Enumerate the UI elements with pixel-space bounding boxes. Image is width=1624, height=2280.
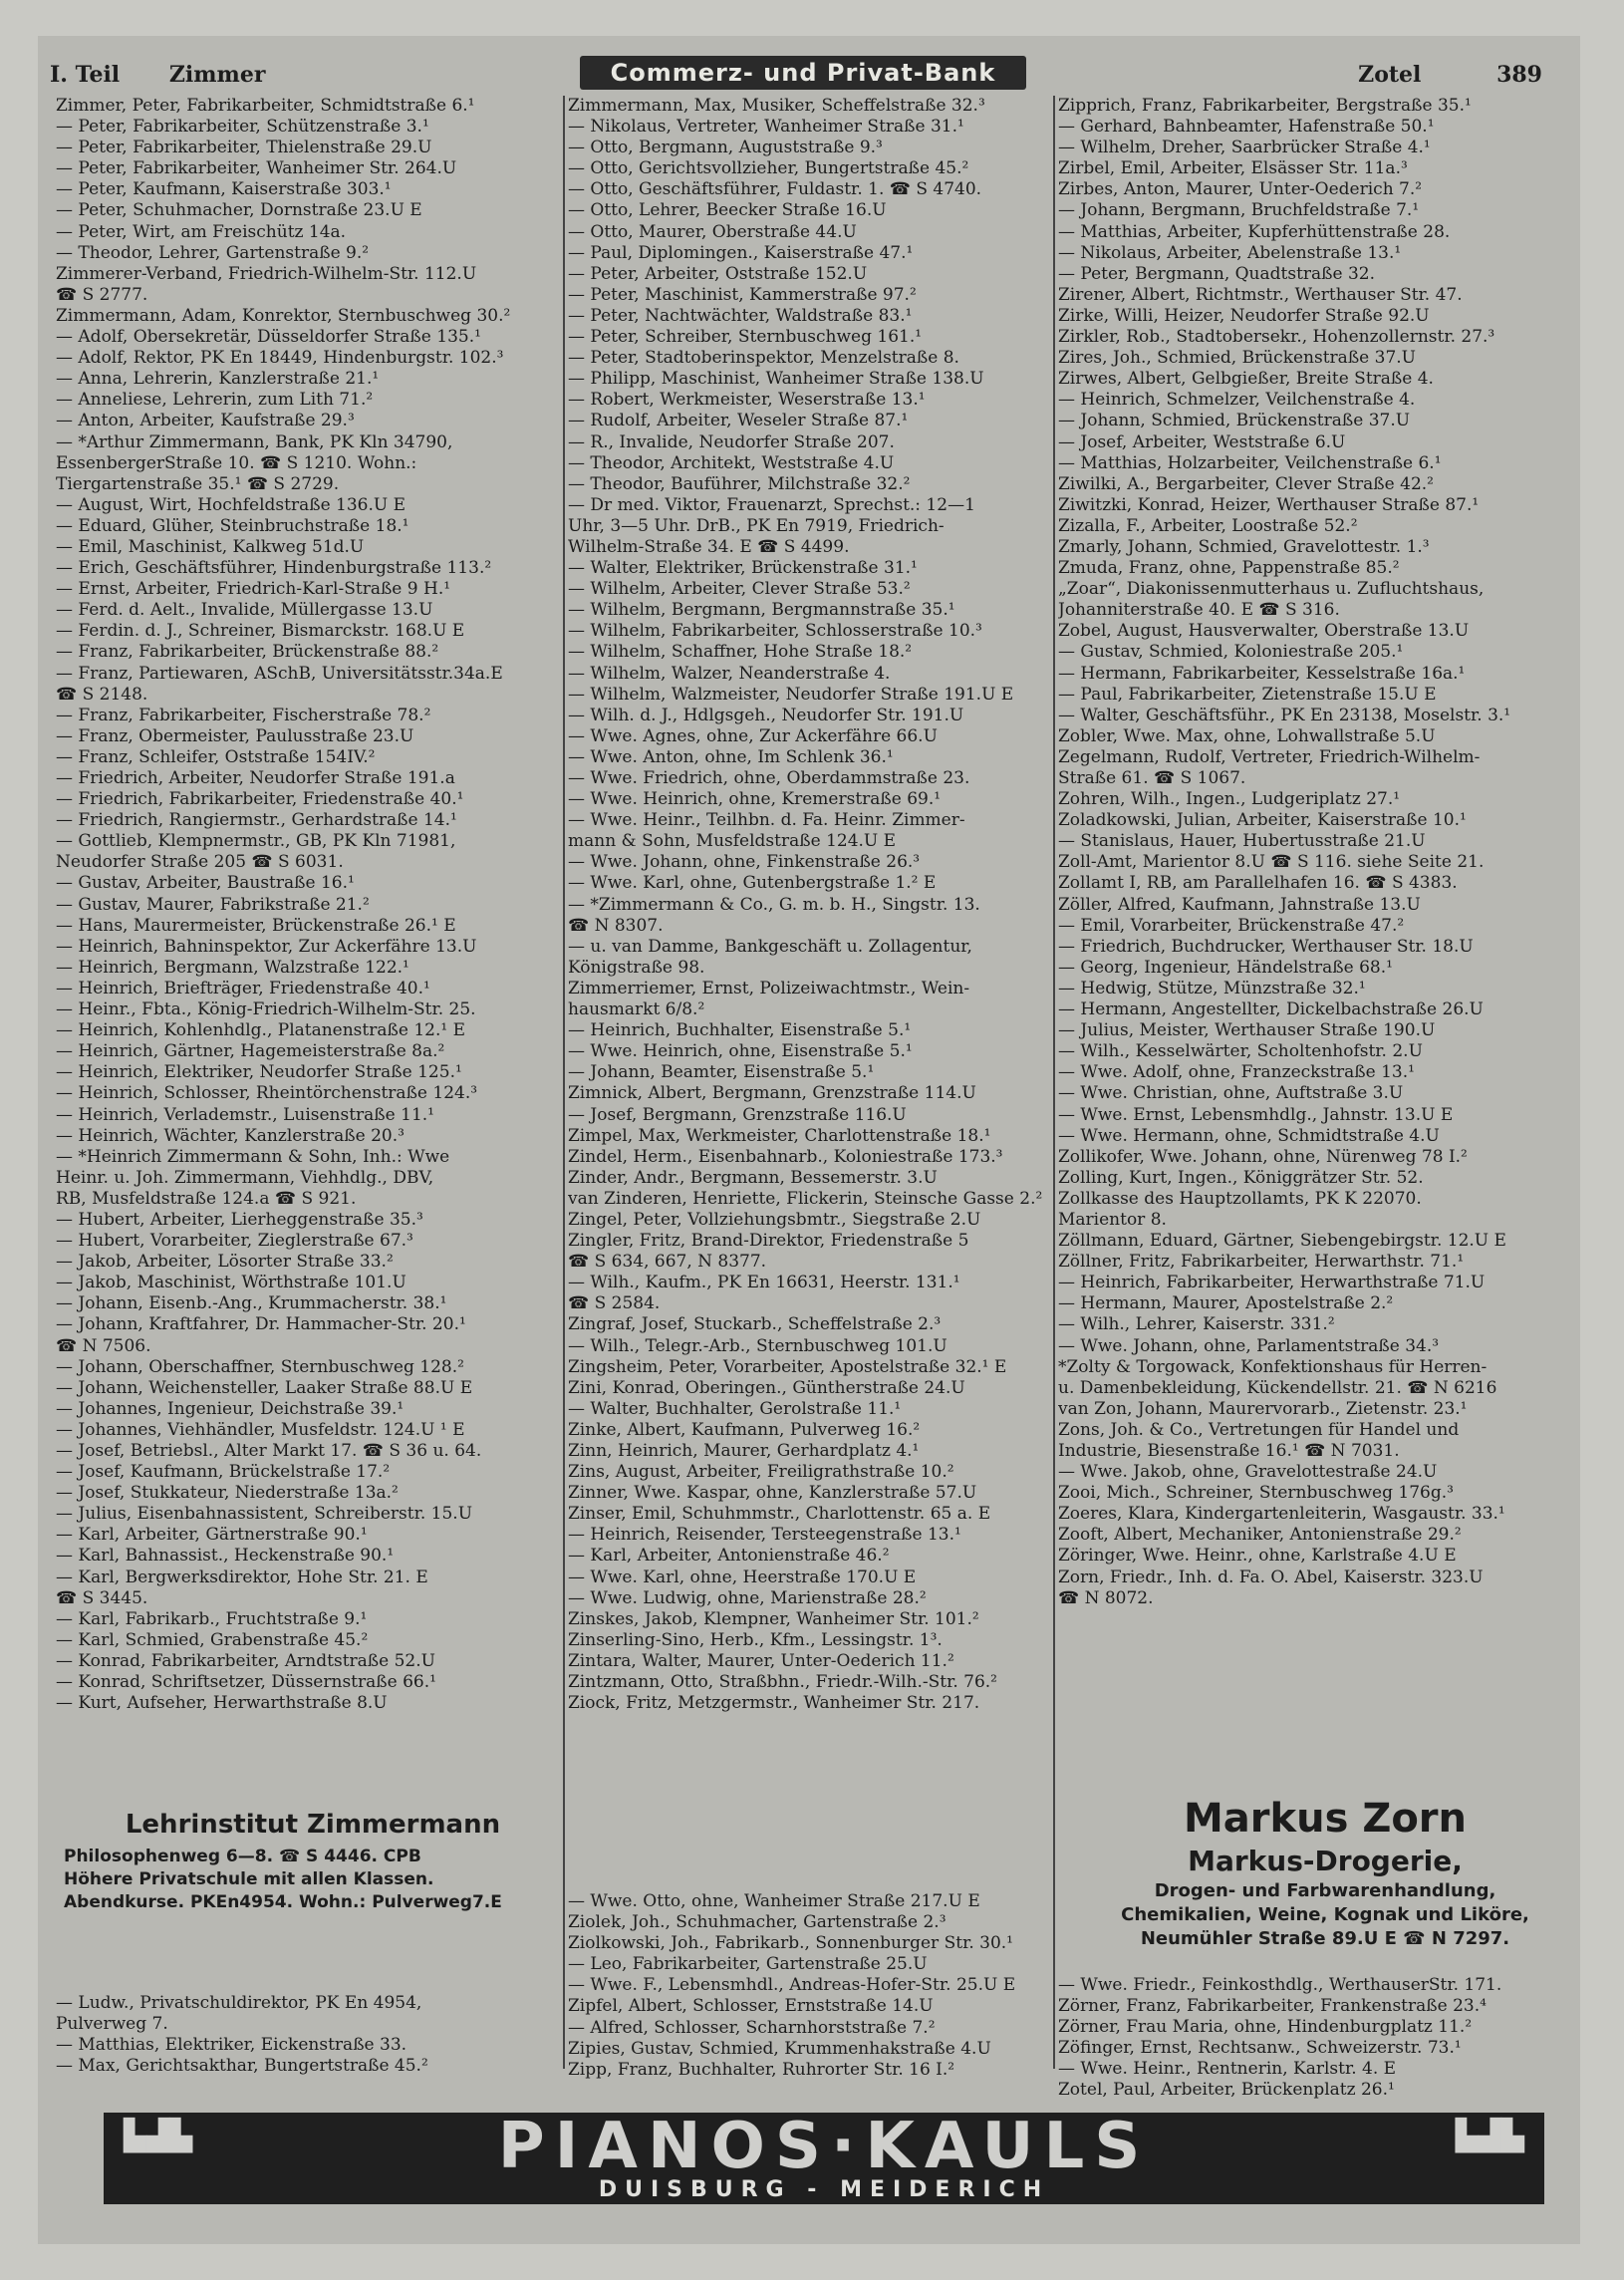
directory-entry: — Johannes, Ingenieur, Deichstraße 39.¹ — [56, 1398, 405, 1419]
directory-entry: — Wilh., Telegr.-Arb., Sternbuschweg 101.U — [568, 1335, 947, 1356]
directory-entry: — Gottlieb, Klempnermstr., GB, PK Kln 71981, — [56, 831, 456, 852]
directory-entry: Zinskes, Jakob, Klempner, Wanheimer Str. 101.² — [568, 1608, 979, 1629]
directory-entry: Zimmerer-Verband, Friedrich-Wilhelm-Str. 112.U — [56, 263, 477, 284]
directory-entry: — Hermann, Maurer, Apostelstraße 2.² — [1058, 1293, 1394, 1314]
directory-entry: — Friedrich, Arbeiter, Neudorfer Straße 191.a — [56, 768, 455, 788]
directory-entry: — Wilhelm, Fabrikarbeiter, Schlosserstraße 10.³ — [568, 621, 982, 642]
directory-entry: — Anton, Arbeiter, Kaufstraße 29.³ — [56, 411, 355, 431]
directory-entry: Königstraße 98. — [568, 957, 705, 978]
directory-entry: Zipprich, Franz, Fabrikarbeiter, Bergstraße 35.¹ — [1058, 96, 1472, 116]
directory-entry: ☎ S 2777. — [56, 284, 148, 305]
directory-entry: — August, Wirt, Hochfeldstraße 136.U E — [56, 494, 406, 515]
page-number: 389 — [1496, 62, 1542, 88]
directory-entry: — Wilh. d. J., Hdlgsgeh., Neudorfer Str. 191.U — [568, 705, 964, 725]
directory-entry: — Otto, Lehrer, Beecker Straße 16.U — [568, 200, 887, 221]
directory-entry: — Wilhelm, Arbeiter, Clever Straße 53.² — [568, 579, 911, 600]
footer-title: PIANOS·KAULS — [497, 2110, 1151, 2183]
directory-entry: — Heinrich, Verlademstr., Luisenstraße 11.¹ — [56, 1104, 434, 1125]
directory-entry: — Karl, Arbeiter, Gärtnerstraße 90.¹ — [56, 1525, 368, 1546]
piano-icon: ▙▟▙ — [124, 2119, 193, 2153]
zorn-line-1: Drogen- und Farbwarenhandlung, — [1154, 1880, 1496, 1901]
zorn-line-2: Chemikalien, Weine, Kognak und Liköre, — [1121, 1904, 1529, 1925]
directory-entry: hausmarkt 6/8.² — [568, 999, 705, 1020]
directory-entry: ☎ S 634, 667, N 8377. — [568, 1252, 767, 1273]
directory-entry: — Ernst, Arbeiter, Friedrich-Karl-Straße 9 H.¹ — [56, 579, 451, 600]
directory-column-3 — [1058, 96, 1574, 1609]
directory-entry: — Hermann, Fabrikarbeiter, Kesselstraße 16a.¹ — [1058, 663, 1466, 684]
directory-entry: — Paul, Diplomingen., Kaiserstraße 47.¹ — [568, 242, 914, 263]
directory-entry: — Wwe. Karl, ohne, Heerstraße 170.U E — [568, 1567, 917, 1587]
directory-entry: — Nikolaus, Vertreter, Wanheimer Straße 31.¹ — [568, 117, 964, 138]
directory-entry: — Walter, Buchhalter, Gerolstraße 11.¹ — [568, 1398, 902, 1419]
directory-entry: — Franz, Partiewaren, ASchB, Universitätsstr.34a.E — [56, 663, 503, 684]
directory-entry: Zobel, August, Hausverwalter, Oberstraße 13.U — [1058, 621, 1470, 642]
directory-entry: Zinserling-Sino, Herb., Kfm., Lessingstr. 1³. — [568, 1629, 943, 1650]
directory-entry: Zimmermann, Adam, Konrektor, Sternbuschweg 30.² — [56, 305, 511, 326]
directory-entry: — Karl, Schmied, Grabenstraße 45.² — [56, 1629, 369, 1650]
directory-entry: Zöringer, Wwe. Heinr., ohne, Karlstraße 4.U E — [1058, 1546, 1457, 1567]
left-keyword: Zimmer — [168, 62, 266, 88]
directory-entry: ☎ N 7506. — [56, 1335, 151, 1356]
directory-entry: — Hubert, Vorarbeiter, Zieglerstraße 67.³ — [56, 1231, 413, 1252]
directory-entry: u. Damenbekleidung, Kückendellstr. 21. ☎ N 6216 — [1058, 1377, 1497, 1398]
directory-entry: Zirke, Willi, Heizer, Neudorfer Straße 92.U — [1058, 305, 1430, 326]
directory-entry: — Wwe. Johann, ohne, Parlamentstraße 34.³ — [1058, 1335, 1440, 1356]
directory-entry: — Heinrich, Schmelzer, Veilchenstraße 4. — [1058, 390, 1416, 411]
directory-entry: — Franz, Fabrikarbeiter, Brückenstraße 88.² — [56, 642, 439, 663]
directory-entry: — Wwe. Friedr., Feinkosthdlg., WerthauserStr. 171. — [1058, 1975, 1502, 1995]
directory-entry: — Peter, Fabrikarbeiter, Thielenstraße 29.U — [56, 138, 432, 158]
directory-entry: — Max, Gerichtsakthar, Bungertstraße 45.² — [56, 2056, 428, 2077]
directory-entry: Zohren, Wilh., Ingen., Ludgeriplatz 27.¹ — [1058, 789, 1401, 810]
directory-entry: — Wilh., Lehrer, Kaiserstr. 331.² — [1058, 1314, 1335, 1335]
directory-entry: Zörner, Frau Maria, ohne, Hindenburgplatz 11.² — [1058, 2017, 1473, 2038]
directory-entry: — Hubert, Arbeiter, Lierheggenstraße 35.³ — [56, 1209, 423, 1230]
directory-entry: — Josef, Stukkateur, Niederstraße 13a.² — [56, 1483, 399, 1504]
directory-entry: Zimmerriemer, Ernst, Polizeiwachtmstr., Wein- — [568, 978, 970, 998]
directory-entry: Zintara, Walter, Maurer, Unter-Oederich 11.² — [568, 1650, 954, 1671]
directory-entry: ☎ S 3445. — [56, 1587, 148, 1608]
directory-entry: Wilhelm-Straße 34. E ☎ S 4499. — [568, 536, 850, 557]
directory-entry: — Heinrich, Elektriker, Neudorfer Straße 125.¹ — [56, 1062, 462, 1083]
directory-entry: ☎ S 2584. — [568, 1293, 661, 1314]
directory-entry: — Emil, Vorarbeiter, Brückenstraße 47.² — [1058, 915, 1405, 936]
directory-entry: — Karl, Fabrikarb., Fruchtstraße 9.¹ — [56, 1608, 368, 1629]
directory-entry: — Wilh., Kesselwärter, Scholtenhofstr. 2.U — [1058, 1041, 1423, 1062]
directory-entry: — Gustav, Maurer, Fabrikstraße 21.² — [56, 894, 370, 915]
pianos-kauls-advertisement — [104, 2110, 1544, 2204]
directory-entry: — Heinr., Fbta., König-Friedrich-Wilhelm-Str. 25. — [56, 999, 476, 1020]
directory-entry: Zmuda, Franz, ohne, Pappenstraße 85.² — [1058, 558, 1400, 579]
directory-entry: — Friedrich, Fabrikarbeiter, Friedenstraße 40.¹ — [56, 789, 464, 810]
directory-entry: — Matthias, Arbeiter, Kupferhüttenstraße 28. — [1058, 221, 1451, 242]
directory-entry: ☎ N 8307. — [568, 915, 664, 936]
directory-entry: — Peter, Stadtoberinspektor, Menzelstraße 8. — [568, 348, 959, 369]
directory-entry: Ziolek, Joh., Schuhmacher, Gartenstraße 2.³ — [568, 1912, 947, 1933]
directory-entry: Zirkler, Rob., Stadtobersekr., Hohenzollernstr. 27.³ — [1058, 327, 1495, 348]
directory-entry: — Wwe. Christian, ohne, Auftstraße 3.U — [1058, 1083, 1404, 1104]
directory-entry: mann & Sohn, Musfeldstraße 124.U E — [568, 831, 897, 852]
directory-entry: — Konrad, Fabrikarbeiter, Arndtstraße 52.U — [56, 1650, 435, 1671]
directory-entry: Zotel, Paul, Arbeiter, Brückenplatz 26.¹ — [1058, 2080, 1395, 2101]
directory-entry: — Wwe. Otto, ohne, Wanheimer Straße 217.U E — [568, 1891, 980, 1911]
directory-entry: Industrie, Biesenstraße 16.¹ ☎ N 7031. — [1058, 1441, 1400, 1461]
directory-entry: — Georg, Ingenieur, Händelstraße 68.¹ — [1058, 957, 1393, 978]
directory-entry: Zizalla, F., Arbeiter, Loostraße 52.² — [1058, 515, 1358, 536]
directory-entry: — Wwe. Johann, ohne, Finkenstraße 26.³ — [568, 852, 921, 873]
directory-entry: — Franz, Schleifer, Oststraße 154IV.² — [56, 746, 376, 767]
directory-entry: Zöller, Alfred, Kaufmann, Jahnstraße 13.U — [1058, 894, 1421, 915]
directory-entry: Zirbes, Anton, Maurer, Unter-Oederich 7.² — [1058, 179, 1423, 200]
bank-banner: Commerz- und Privat-Bank — [580, 56, 1026, 90]
directory-entry: — Peter, Fabrikarbeiter, Wanheimer Str. 264.U — [56, 158, 457, 179]
directory-entry: — Wwe. Heinrich, ohne, Eisenstraße 5.¹ — [568, 1041, 913, 1062]
directory-entry: Zins, August, Arbeiter, Freiligrathstraße 10.² — [568, 1462, 954, 1483]
directory-entry: — Matthias, Elektriker, Eickenstraße 33. — [56, 2035, 407, 2056]
directory-entry: Zirener, Albert, Richtmstr., Werthauser Str. 47. — [1058, 284, 1463, 305]
directory-entry: — Heinrich, Gärtner, Hagemeisterstraße 8a.² — [56, 1041, 445, 1062]
directory-entry: — Wwe. Agnes, ohne, Zur Ackerfähre 66.U — [568, 725, 938, 746]
directory-entry: — Josef, Arbeiter, Weststraße 6.U — [1058, 431, 1346, 452]
directory-entry: Ziolkowski, Joh., Fabrikarb., Sonnenburger Str. 30.¹ — [568, 1933, 1013, 1954]
directory-entry: — Anna, Lehrerin, Kanzlerstraße 21.¹ — [56, 369, 380, 390]
directory-entry: — Theodor, Bauführer, Milchstraße 32.² — [568, 473, 911, 494]
directory-entry: — *Arthur Zimmermann, Bank, PK Kln 34790, — [56, 431, 453, 452]
directory-entry: — Karl, Bahnassist., Heckenstraße 90.¹ — [56, 1546, 395, 1567]
directory-entry: Zorn, Friedr., Inh. d. Fa. O. Abel, Kaiserstr. 323.U — [1058, 1567, 1484, 1587]
directory-entry: Zingel, Peter, Vollziehungsbmtr., Siegstraße 2.U — [568, 1209, 981, 1230]
directory-entry: — Gustav, Schmied, Koloniestraße 205.¹ — [1058, 642, 1404, 663]
directory-entry: Heinr. u. Joh. Zimmermann, Viehhdlg., DBV, — [56, 1167, 434, 1188]
directory-entry: Straße 61. ☎ S 1067. — [1058, 768, 1246, 788]
directory-entry: — Friedrich, Rangiermstr., Gerhardstraße 14.¹ — [56, 810, 457, 831]
directory-entry: Ziwitzki, Konrad, Heizer, Werthauser Straße 87.¹ — [1058, 494, 1480, 515]
directory-entry: — Peter, Fabrikarbeiter, Schützenstraße 3.¹ — [56, 117, 429, 138]
zorn-line-3: Neumühler Straße 89.U E ☎ N 7297. — [1140, 1928, 1510, 1949]
directory-entry: — Jakob, Maschinist, Wörthstraße 101.U — [56, 1273, 406, 1293]
directory-entry: — Peter, Schuhmacher, Dornstraße 23.U E — [56, 200, 422, 221]
directory-entry: — Peter, Schreiber, Sternbuschweg 161.¹ — [568, 327, 923, 348]
directory-entry: — *Zimmermann & Co., G. m. b. H., Singstr. 13. — [568, 894, 980, 915]
directory-entry: — Josef, Betriebsl., Alter Markt 17. ☎ S 36 u. 64. — [56, 1441, 482, 1461]
directory-entry: — Johann, Beamter, Eisenstraße 5.¹ — [568, 1062, 875, 1083]
directory-entry: Zingsheim, Peter, Vorarbeiter, Apostelstraße 32.¹ E — [568, 1356, 1007, 1377]
directory-entry: — Ferd. d. Aelt., Invalide, Müllergasse 13.U — [56, 600, 433, 621]
directory-entry: Zinn, Heinrich, Maurer, Gerhardplatz 4.¹ — [568, 1441, 920, 1461]
lehrinstitut-school: Höhere Privatschule mit allen Klassen. — [64, 1869, 434, 1889]
directory-entry: — Wilhelm, Schaffner, Hohe Straße 18.² — [568, 642, 913, 663]
directory-entry: Zons, Joh. & Co., Vertretungen für Handel und — [1058, 1419, 1460, 1440]
directory-entry: — Wwe. Heinr., Teilhbn. d. Fa. Heinr. Zimmer- — [568, 810, 965, 831]
directory-entry: — Wwe. Hermann, ohne, Schmidtstraße 4.U — [1058, 1125, 1440, 1146]
zorn-shop: Markus-Drogerie, — [1188, 1845, 1463, 1877]
directory-entry: — Wwe. Anton, ohne, Im Schlenk 36.¹ — [568, 746, 894, 767]
directory-entry: — Otto, Geschäftsführer, Fuldastr. 1. ☎ S 4740. — [568, 179, 982, 200]
directory-entry: — Johann, Schmied, Brückenstraße 37.U — [1058, 411, 1411, 431]
directory-entry: *Zolty & Torgowack, Konfektionshaus für Herren- — [1058, 1356, 1488, 1377]
directory-entry: — Emil, Maschinist, Kalkweg 51d.U — [56, 536, 365, 557]
directory-entry: — Johann, Kraftfahrer, Dr. Hammacher-Str. 20.¹ — [56, 1314, 466, 1335]
footer-city: DUISBURG - MEIDERICH — [598, 2177, 1050, 2202]
directory-entry: — Kurt, Aufseher, Herwarthstraße 8.U — [56, 1693, 388, 1714]
directory-entry: — Anneliese, Lehrerin, zum Lith 71.² — [56, 390, 374, 411]
directory-entry: — Matthias, Holzarbeiter, Veilchenstraße 6.¹ — [1058, 452, 1442, 473]
directory-entry: — Heinrich, Reisender, Tersteegenstraße 13.¹ — [568, 1525, 961, 1546]
directory-entry: Zinser, Emil, Schuhmmstr., Charlottenstr. 65 a. E — [568, 1504, 991, 1525]
directory-entry: — Leo, Fabrikarbeiter, Gartenstraße 25.U — [568, 1954, 928, 1975]
directory-entry: EssenbergerStraße 10. ☎ S 1210. Wohn.: — [56, 452, 417, 473]
directory-entry: Zini, Konrad, Oberingen., Güntherstraße 24.U — [568, 1377, 965, 1398]
lehrinstitut-title: Lehrinstitut Zimmermann — [125, 1810, 501, 1840]
directory-entry: Zoeres, Klara, Kindergartenleiterin, Wasgaustr. 33.¹ — [1058, 1504, 1505, 1525]
directory-entry: — Wwe. Jakob, ohne, Gravelottestraße 24.U — [1058, 1462, 1438, 1483]
directory-entry: Zindel, Herm., Eisenbahnarb., Koloniestraße 173.³ — [568, 1146, 1003, 1167]
directory-column-2 — [568, 96, 1054, 1714]
directory-entry: — Philipp, Maschinist, Wanheimer Straße 138.U — [568, 369, 984, 390]
directory-entry: Zollikofer, Wwe. Johann, ohne, Nürenweg 78 I.² — [1058, 1146, 1468, 1167]
directory-entry: — Otto, Maurer, Oberstraße 44.U — [568, 221, 857, 242]
directory-entry: — Josef, Bergmann, Grenzstraße 116.U — [568, 1104, 907, 1125]
directory-entry: — *Heinrich Zimmermann & Sohn, Inh.: Wwe — [56, 1146, 450, 1167]
directory-entry: Zooi, Mich., Schreiner, Sternbuschweg 176g.³ — [1058, 1483, 1454, 1504]
directory-entry: Zöfinger, Ernst, Rechtsanw., Schweizerstr. 73.¹ — [1058, 2038, 1462, 2059]
directory-entry: — Otto, Gerichtsvollzieher, Bungertstraße 45.² — [568, 158, 969, 179]
directory-entry: — Wwe. F., Lebensmhdl., Andreas-Hofer-Str. 25.U E — [568, 1975, 1016, 1996]
directory-entry: — Erich, Geschäftsführer, Hindenburgstraße 113.² — [56, 558, 492, 579]
directory-entry: Ziwilki, A., Bergarbeiter, Clever Straße 42.² — [1058, 473, 1434, 494]
directory-entry: Zmarly, Johann, Schmied, Gravelottestr. 1.³ — [1058, 536, 1430, 557]
piano-icon: ▙▟▙ — [1455, 2119, 1524, 2153]
directory-entry: — Theodor, Lehrer, Gartenstraße 9.² — [56, 242, 370, 263]
directory-entry: — Adolf, Rektor, PK En 18449, Hindenburgstr. 102.³ — [56, 348, 504, 369]
right-keyword: Zotel — [1358, 62, 1422, 88]
directory-entry: ☎ S 2148. — [56, 684, 148, 705]
directory-entry: Zörner, Franz, Fabrikarbeiter, Frankenstraße 23.⁴ — [1058, 1996, 1487, 2017]
directory-entry: RB, Musfeldstraße 124.a ☎ S 921. — [56, 1188, 357, 1209]
directory-entry: — Otto, Bergmann, Auguststraße 9.³ — [568, 138, 883, 158]
directory-entry: — Peter, Bergmann, Quadtstraße 32. — [1058, 263, 1376, 284]
directory-entry: — Julius, Eisenbahnassistent, Schreiberstr. 15.U — [56, 1504, 473, 1525]
directory-entry: — Wwe. Heinr., Rentnerin, Karlstr. 4. E — [1058, 2059, 1397, 2080]
directory-entry: — Heinrich, Schlosser, Rheintörchenstraße 124.³ — [56, 1083, 478, 1104]
directory-entry: — Johann, Bergmann, Bruchfeldstraße 7.¹ — [1058, 200, 1420, 221]
directory-entry: van Zinderen, Henriette, Flickerin, Steinsche Gasse 2.² — [568, 1188, 1043, 1209]
directory-entry: — Nikolaus, Arbeiter, Abelenstraße 13.¹ — [1058, 242, 1402, 263]
directory-entry: — Wwe. Karl, ohne, Gutenbergstraße 1.² E — [568, 873, 937, 894]
directory-entry: — Walter, Elektriker, Brückenstraße 31.¹ — [568, 558, 918, 579]
directory-entry: Zingler, Fritz, Brand-Direktor, Friedenstraße 5 — [568, 1231, 969, 1252]
directory-entry: Zimmer, Peter, Fabrikarbeiter, Schmidtstraße 6.¹ — [56, 96, 475, 116]
directory-entry: — Wwe. Ernst, Lebensmhdlg., Jahnstr. 13.U E — [1058, 1104, 1454, 1125]
directory-entry: — Paul, Fabrikarbeiter, Zietenstraße 15.U E — [1058, 684, 1437, 705]
directory-entry: — Jakob, Arbeiter, Lösorter Straße 33.² — [56, 1252, 394, 1273]
directory-entry: van Zon, Johann, Maurervorarb., Zietenstr. 23.¹ — [1058, 1398, 1468, 1419]
directory-entry: — Gerhard, Bahnbeamter, Hafenstraße 50.¹ — [1058, 117, 1435, 138]
directory-entry: — Konrad, Schriftsetzer, Düssernstraße 66.¹ — [56, 1672, 436, 1693]
directory-entry: — Julius, Meister, Werthauser Straße 190.U — [1058, 1020, 1436, 1041]
directory-entry: — Franz, Fabrikarbeiter, Fischerstraße 78.² — [56, 705, 431, 725]
directory-entry: Zolling, Kurt, Ingen., Königgrätzer Str. 52. — [1058, 1167, 1424, 1188]
directory-entry: — Heinrich, Buchhalter, Eisenstraße 5.¹ — [568, 1020, 912, 1041]
directory-entry: Zinner, Wwe. Kaspar, ohne, Kanzlerstraße 57.U — [568, 1483, 977, 1504]
directory-entry: — Wwe. Ludwig, ohne, Marienstraße 28.² — [568, 1587, 927, 1608]
directory-entry: Johanniterstraße 40. E ☎ S 316. — [1058, 600, 1340, 621]
directory-entry: Tiergartenstraße 35.¹ ☎ S 2729. — [56, 473, 340, 494]
directory-entry: — Alfred, Schlosser, Scharnhorststraße 7.² — [568, 2017, 936, 2038]
directory-entry: — Peter, Kaufmann, Kaiserstraße 303.¹ — [56, 179, 392, 200]
lehrinstitut-advertisement — [64, 1810, 562, 1914]
header-right — [1290, 62, 1542, 88]
directory-entry: — Johannes, Viehhändler, Musfeldstr. 124.U ¹ E — [56, 1419, 465, 1440]
directory-entry: — Wilh., Kaufm., PK En 16631, Heerstr. 131.¹ — [568, 1273, 960, 1293]
directory-column-1-tail — [56, 1993, 564, 2077]
directory-entry: ☎ N 8072. — [1058, 1587, 1154, 1608]
directory-entry: — Gustav, Arbeiter, Baustraße 16.¹ — [56, 873, 355, 894]
directory-entry: Zöllner, Fritz, Fabrikarbeiter, Herwarthstr. 71.¹ — [1058, 1252, 1465, 1273]
directory-entry: — R., Invalide, Neudorfer Straße 207. — [568, 431, 895, 452]
directory-column-1 — [56, 96, 564, 1714]
directory-entry: Uhr, 3—5 Uhr. DrB., PK En 7919, Friedrich- — [568, 515, 945, 536]
directory-entry: Zipfel, Albert, Schlosser, Ernststraße 14.U — [568, 1996, 934, 2017]
directory-entry: — Rudolf, Arbeiter, Weseler Straße 87.¹ — [568, 411, 909, 431]
directory-entry: — Wwe. Heinrich, ohne, Kremerstraße 69.¹ — [568, 789, 942, 810]
directory-entry: Zollkasse des Hauptzollamts, PK K 22070. — [1058, 1188, 1422, 1209]
directory-entry: — u. van Damme, Bankgeschäft u. Zollagentur, — [568, 936, 972, 957]
directory-entry: — Wilhelm, Walzer, Neanderstraße 4. — [568, 663, 891, 684]
directory-entry: „Zoar“, Diakonissenmutterhaus u. Zufluchtshaus, — [1058, 579, 1485, 600]
directory-entry: Zirwes, Albert, Gelbgießer, Breite Straße 4. — [1058, 369, 1434, 390]
directory-entry: Zegelmann, Rudolf, Vertreter, Friedrich-Wilhelm- — [1058, 746, 1481, 767]
directory-entry: — Heinrich, Bergmann, Walzstraße 122.¹ — [56, 957, 409, 978]
part-label: I. Teil — [50, 62, 121, 88]
directory-entry: Zipies, Gustav, Schmied, Krummenhakstraße 4.U — [568, 2038, 991, 2059]
directory-entry: Zipp, Franz, Buchhalter, Ruhrorter Str. 16 I.² — [568, 2059, 955, 2080]
directory-entry: Zooft, Albert, Mechaniker, Antonienstraße 29.² — [1058, 1525, 1462, 1546]
directory-entry: Zollamt I, RB, am Parallelhafen 16. ☎ S 4383. — [1058, 873, 1458, 894]
directory-entry: — Johann, Eisenb.-Ang., Krummacherstr. 38.¹ — [56, 1293, 447, 1314]
header-left — [50, 62, 307, 88]
directory-entry: Zoladkowski, Julian, Arbeiter, Kaiserstraße 10.¹ — [1058, 810, 1467, 831]
directory-entry: — Eduard, Glüher, Steinbruchstraße 18.¹ — [56, 515, 409, 536]
directory-entry: — Hedwig, Stütze, Münzstraße 32.¹ — [1058, 978, 1366, 998]
directory-entry: — Peter, Nachtwächter, Waldstraße 83.¹ — [568, 305, 913, 326]
directory-entry: Zintzmann, Otto, Straßbhn., Friedr.-Wilh.-Str. 76.² — [568, 1672, 997, 1693]
zorn-name: Markus Zorn — [1183, 1796, 1468, 1842]
directory-entry: Zires, Joh., Schmied, Brückenstraße 37.U — [1058, 348, 1417, 369]
directory-entry: — Heinrich, Wächter, Kanzlerstraße 20.³ — [56, 1125, 405, 1146]
directory-entry: — Johann, Weichensteller, Laaker Straße 88.U E — [56, 1377, 473, 1398]
directory-entry: — Wilhelm, Dreher, Saarbrücker Straße 4.¹ — [1058, 138, 1431, 158]
directory-entry: — Ferdin. d. J., Schreiner, Bismarckstr. 168.U E — [56, 621, 465, 642]
directory-entry: Zinder, Andr., Bergmann, Bessemerstr. 3.U — [568, 1167, 938, 1188]
directory-entry: Zimnick, Albert, Bergmann, Grenzstraße 114.U — [568, 1083, 976, 1104]
directory-entry: — Peter, Maschinist, Kammerstraße 97.² — [568, 284, 917, 305]
directory-entry: — Ludw., Privatschuldirektor, PK En 4954, — [56, 1993, 422, 2013]
directory-column-3-tail — [1058, 1975, 1574, 2102]
directory-entry: — Adolf, Obersekretär, Düsseldorfer Straße 135.¹ — [56, 327, 481, 348]
directory-entry: — Franz, Obermeister, Paulusstraße 23.U — [56, 725, 414, 746]
directory-entry: Zoll-Amt, Marientor 8.U ☎ S 116. siehe Seite 21. — [1058, 852, 1485, 873]
directory-entry: — Dr med. Viktor, Frauenarzt, Sprechst.: 12—1 — [568, 494, 975, 515]
directory-entry: — Wilhelm, Walzmeister, Neudorfer Straße 191.U E — [568, 684, 1014, 705]
directory-entry: Pulverweg 7. — [56, 2014, 168, 2035]
directory-entry: — Heinrich, Fabrikarbeiter, Herwarthstraße 71.U — [1058, 1273, 1486, 1293]
directory-entry: — Peter, Arbeiter, Oststraße 152.U — [568, 263, 868, 284]
directory-entry: — Johann, Oberschaffner, Sternbuschweg 128.² — [56, 1356, 464, 1377]
directory-entry: Zirbel, Emil, Arbeiter, Elsässer Str. 11a.³ — [1058, 158, 1408, 179]
directory-entry: Zobler, Wwe. Max, ohne, Lohwallstraße 5.U — [1058, 725, 1436, 746]
directory-entry: — Walter, Geschäftsführ., PK En 23138, Moselstr. 3.¹ — [1058, 705, 1511, 725]
directory-entry: — Josef, Kaufmann, Brückelstraße 17.² — [56, 1462, 391, 1483]
directory-entry: — Heinrich, Briefträger, Friedenstraße 40.¹ — [56, 978, 430, 998]
lehrinstitut-address: Philosophenweg 6—8. ☎ S 4446. CPB — [64, 1847, 421, 1866]
directory-entry: Zingraf, Josef, Stuckarb., Scheffelstraße 2.³ — [568, 1314, 942, 1335]
directory-entry: — Wwe. Friedrich, ohne, Oberdammstraße 23. — [568, 768, 970, 788]
directory-entry: — Wilhelm, Bergmann, Bergmannstraße 35.¹ — [568, 600, 955, 621]
directory-entry: — Karl, Bergwerksdirektor, Hohe Str. 21. E — [56, 1567, 428, 1587]
directory-entry: Zinke, Albert, Kaufmann, Pulverweg 16.² — [568, 1419, 921, 1440]
directory-entry: Zimpel, Max, Werkmeister, Charlottenstraße 18.¹ — [568, 1125, 991, 1146]
directory-entry: Zimmermann, Max, Musiker, Scheffelstraße 32.³ — [568, 96, 985, 116]
directory-entry: Neudorfer Straße 205 ☎ S 6031. — [56, 852, 344, 873]
directory-entry: — Peter, Wirt, am Freischütz 14a. — [56, 221, 347, 242]
directory-entry: — Wwe. Adolf, ohne, Franzeckstraße 13.¹ — [1058, 1062, 1415, 1083]
directory-entry: — Hans, Maurermeister, Brückenstraße 26.¹ E — [56, 915, 456, 936]
zorn-advertisement — [1076, 1794, 1574, 1951]
directory-entry: Ziock, Fritz, Metzgermstr., Wanheimer Str. 217. — [568, 1693, 980, 1714]
directory-entry: — Heinrich, Bahninspektor, Zur Ackerfähre 13.U — [56, 936, 477, 957]
lehrinstitut-evening: Abendkurse. PKEn4954. Wohn.: Pulverweg7.E — [64, 1892, 502, 1912]
directory-entry: — Stanislaus, Hauer, Hubertusstraße 21.U — [1058, 831, 1426, 852]
directory-entry: — Hermann, Angestellter, Dickelbachstraße 26.U — [1058, 999, 1484, 1020]
directory-column-2-tail — [568, 1891, 1054, 2081]
page-header — [50, 56, 1574, 92]
directory-entry: — Robert, Werkmeister, Weserstraße 13.¹ — [568, 390, 926, 411]
directory-entry: Marientor 8. — [1058, 1209, 1167, 1230]
directory-entry: Zöllmann, Eduard, Gärtner, Siebengebirgstr. 12.U E — [1058, 1231, 1506, 1252]
directory-entry: — Heinrich, Kohlenhdlg., Platanenstraße 12.¹ E — [56, 1020, 465, 1041]
directory-entry: — Friedrich, Buchdrucker, Werthauser Str. 18.U — [1058, 936, 1474, 957]
directory-entry: — Karl, Arbeiter, Antonienstraße 46.² — [568, 1546, 890, 1567]
directory-entry: — Theodor, Architekt, Weststraße 4.U — [568, 452, 895, 473]
